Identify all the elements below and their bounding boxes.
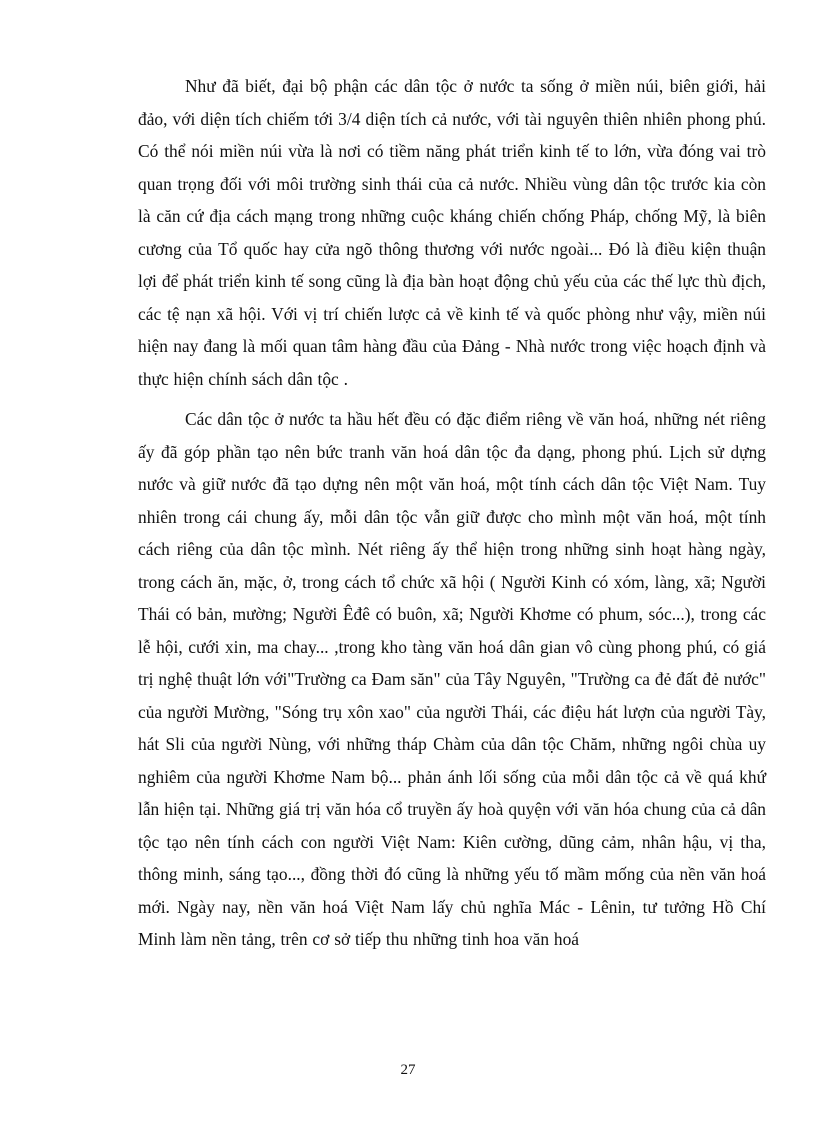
- paragraph-2: Các dân tộc ở nước ta hầu hết đều có đặc điểm riêng về văn hoá, những nét riêng ấy đã góp phần tạo nên bức tranh văn hoá dân tộc đa dạng, phong phú. Lịch sử dựng nước và giữ nước đã tạo dựng nên một văn hoá, một tính cách dân tộc Việt Nam. Tuy nhiên trong cái chung ấy, mỗi dân tộc vẫn giữ được cho mình một văn hoá, một tính cách riêng của dân tộc mình. Nét riêng ấy thể hiện trong những sinh hoạt hàng ngày, trong cách ăn, mặc, ở, trong cách tổ chức xã hội ( Người Kinh có xóm, làng, xã; Người Thái có bản, mường; Người Êđê có buôn, xã; Người Khơme có phum, sóc...), trong các lễ hội, cưới xin, ma chay... ,trong kho tàng văn hoá dân gian vô cùng phong phú, có giá trị nghệ thuật lớn với"Trường ca Đam săn" của Tây Nguyên, "Trường ca đẻ đất đẻ nước" của người Mường, "Sóng trụ xôn xao" của người Thái, các điệu hát lượn của người Tày, hát Sli của người Nùng, với những tháp Chàm của dân tộc Chăm, những ngôi chùa uy nghiêm của người Khơme Nam bộ... phản ánh lối sống của mỗi dân tộc cả về quá khứ lẫn hiện tại. Những giá trị văn hóa cổ truyền ấy hoà quyện với văn hóa chung của cả dân tộc tạo nên tính cách con người Việt Nam: Kiên cường, dũng cảm, nhân hậu, vị tha, thông minh, sáng tạo..., đồng thời đó cũng là những yếu tố mầm mống của nền văn hoá mới. Ngày nay, nền văn hoá Việt Nam lấy chủ nghĩa Mác - Lênin, tư tưởng Hồ Chí Minh làm nền tảng, trên cơ sở tiếp thu những tinh hoa văn hoá: [138, 409, 766, 949]
- body-text: [138, 70, 766, 956]
- page-number: 27: [400, 1062, 416, 1078]
- paragraph-1: Như đã biết, đại bộ phận các dân tộc ở nước ta sống ở miền núi, biên giới, hải đảo, với diện tích chiếm tới 3/4 diện tích cả nước, với tài nguyên thiên nhiên phong phú. Có thể nói miền núi vừa là nơi có tiềm năng phát triển kinh tế to lớn, vừa đóng vai trò quan trọng đối với môi trường sinh thái của cả nước. Nhiều vùng dân tộc trước kia còn là căn cứ địa cách mạng trong những cuộc kháng chiến chống Pháp, chống Mỹ, là biên cương của Tổ quốc hay cửa ngõ thông thương với nước ngoài... Đó là điều kiện thuận lợi để phát triển kinh tế song cũng là địa bàn hoạt động chủ yếu của các thế lực thù địch, các tệ nạn xã hội. Với vị trí chiến lược cả về kinh tế và quốc phòng như vậy, miền núi hiện nay đang là mối quan tâm hàng đầu của Đảng - Nhà nước trong việc hoạch định và thực hiện chính sách dân tộc .: [138, 76, 766, 389]
